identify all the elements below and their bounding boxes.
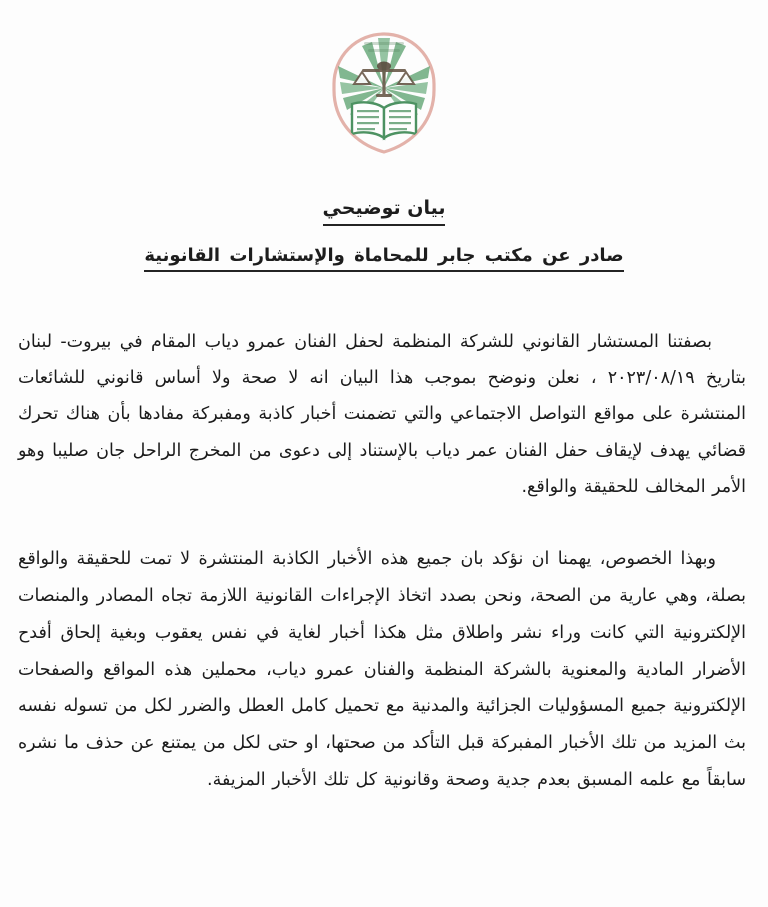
letterhead — [0, 0, 768, 154]
document-body — [0, 324, 768, 799]
body-paragraph-2: وبهذا الخصوص، يهمنا ان نؤكد بان جميع هذه الأخبار الكاذبة المنتشرة لا تمت للحقيقة والواقع بصلة، وهي عارية من الصحة، ونحن بصدد اتخاذ الإجراءات القانونية اللازمة تجاه المصادر والمنصات الإلكترونية التي كانت وراء نشر واطلاق مثل هكذا أخبار لغاية في نفس يعقوب وبغية إلحاق أفدح الأضرار المادية والمعنوية بالشركة المنظمة والفنان عمرو دياب، محملين هذه المواقع والصفحات الإلكترونية جميع المسؤوليات الجزائية والمدنية مع تحميل كامل العطل والضرر لكل من تسوله نفسه بث المزيد من تلك الأخبار المفبركة قبل التأكد من صحتها، او حتى لكل من يمتنع عن حذف ما نشره سابقاً مع علمه المسبق بعدم جدية وصحة وقانونية كل تلك الأخبار المزيفة. — [18, 549, 746, 790]
page-title: بيان توضيحي — [323, 194, 446, 226]
law-office-emblem-icon — [328, 22, 440, 154]
doc-subtitle-row — [0, 242, 768, 272]
body-paragraph-1: بصفتنا المستشار القانوني للشركة المنظمة لحفل الفنان عمرو دياب المقام في بيروت- لبنان بتاريخ ٢٠٢٣/٠٨/١٩ ، نعلن ونوضح بموجب هذا البيان انه لا صحة ولا أساس قانوني للشائعات المنتشرة على مواقع التواصل الاجتماعي والتي تضمنت أخبار كاذبة ومفبركة مفادها بأن هناك تحرك قضائي يهدف لإيقاف حفل الفنان عمر دياب بالإستناد إلى دعوى من المخرج الراحل جان صليبا وهو الأمر المخالف للحقيقة والواقع. — [18, 331, 746, 498]
title-block — [0, 194, 768, 272]
document-subtitle: صادر عن مكتب جابر للمحاماة والإستشارات القانونية — [144, 242, 623, 272]
doc-title-row — [0, 194, 768, 226]
